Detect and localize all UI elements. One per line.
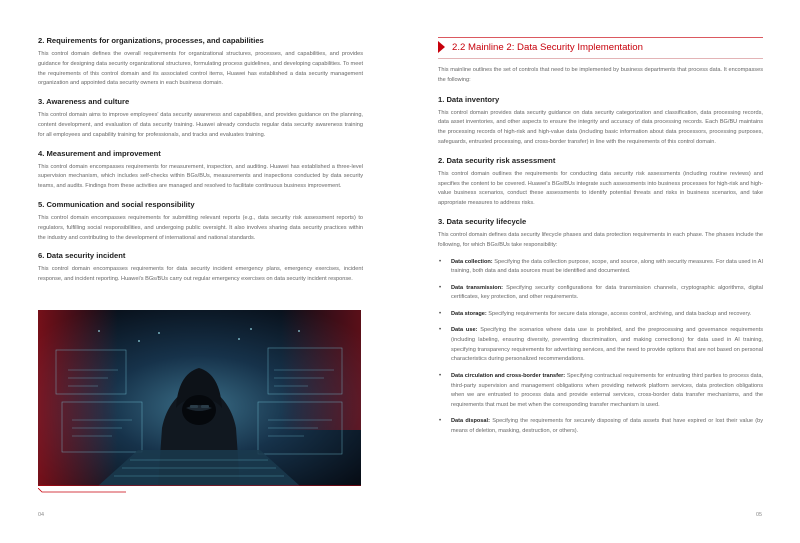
- block-text: This control domain outlines the requirements for conducting data security risk assessments (including routine reviews) and specifies the content to be covered. Huawei's BGs/BUs integrate such assessments into business processes for high-risk and high-value business scenarios, conduct these assessments to identify potential threats and risks in business scenarios, and take appropriate measures to address risks.: [438, 170, 763, 207]
- right-column: [438, 38, 763, 444]
- list-item: • Data disposal: Specifying the requirements for securely disposing of data assets that have expired or lost their value (by means of deletion, masking, destruction, or others).: [439, 418, 763, 435]
- section-title-bar: [438, 38, 763, 56]
- section-text: This control domain encompasses requirements for data security incident emergency plans, emergency exercises, incident response, and incident reporting. Huawei's BGs/BUs carry out regular emergency exercises on data security incident response.: [38, 266, 363, 283]
- bullet-icon: •: [439, 258, 442, 265]
- hacker-photo: [38, 310, 361, 486]
- section-text: This control domain defines the overall requirements for organizational structures, processes, and capabilities, and provides guidance for designing data security organizational structures, formulating process guidelines, and developing capabilities. To meet the requirements of this control domain and its associated control items, Huawei has established a data security management organization and appointed data security owners in each business domain.: [38, 51, 363, 87]
- section-text: This control domain encompasses requirements for submitting relevant reports (e.g., data security risk assessment reports) to regulators, fulfilling social responsibilities, and undergoing public oversight. It also involves sharing data security practices within the industry and contributing to the development of international and national standards.: [38, 214, 363, 241]
- triangle-marker-icon: [438, 41, 445, 53]
- block-heading: 1. Data inventory: [438, 94, 500, 104]
- bullet-icon: •: [439, 418, 442, 425]
- intro-text: This mainline outlines the set of controls that need to be implemented by business departments that process data. It encompasses the following:: [438, 67, 763, 83]
- section-text: This control domain encompasses requirements for measurement, inspection, and auditing. Huawei has established a three-level supervision mechanism, which includes self-checks within BGs/BUs, measurements and inspections conducted by data security teams, and audits. Findings from these activities are managed and resolved to facilitate continuous business improvement.: [38, 163, 363, 190]
- block-text: This control domain defines data security lifecycle phases and data protection requirements in each phase. The phases include the following, for which BGs/BUs take responsibility:: [438, 231, 763, 248]
- section-heading: 5. Communication and social responsibility: [38, 199, 195, 209]
- bullet-icon: •: [439, 310, 442, 317]
- list-item: • Data collection: Specifying the data collection purpose, scope, and source, along with security measures. For data used in AI training, both data and data sources must be identified and documented.: [439, 258, 763, 275]
- section-heading: 4. Measurement and improvement: [38, 148, 161, 158]
- left-column: [38, 36, 363, 293]
- bullet-icon: •: [439, 284, 442, 291]
- page-number: 04: [38, 512, 44, 518]
- list-item: • Data storage: Specifying requirements for secure data storage, access control, archiving, and data backup and recovery.: [438, 310, 763, 320]
- red-decorative-stripe: [38, 488, 126, 493]
- section-text: This control domain aims to improve employees' data security awareness and capabilities, and provides guidance on the planning, content development, and evaluation of data security training. Huawei already conducts regular data security awareness training for all employees and capability training for professionals, and tracks and evaluates training.: [38, 112, 363, 138]
- right-page: [400, 0, 800, 543]
- bullet-icon: •: [439, 327, 442, 334]
- lifecycle-list: [438, 258, 763, 437]
- title-rule: [438, 37, 763, 38]
- section-heading: 2. Requirements for organizations, processes, and capabilities: [38, 36, 264, 45]
- list-item: • Data transmission: Specifying security configurations for data transmission channels, cryptographic algorithms, digital certificates, key protection, and other requirements.: [439, 284, 763, 301]
- list-item: • Data use: Specifying the scenarios where data use is prohibited, and the preprocessing and governance requirements (including labeling, ensuring diversity, preventing discrimination, and making corrections) for data used in AI training, specifying transparency requirements for advertising services, and the need to provide options that are not based on personal characteristics during personalized recommendations.: [439, 327, 763, 363]
- section-heading: 3. Awareness and culture: [38, 97, 130, 107]
- bullet-icon: •: [439, 372, 442, 379]
- section-title: 2.2 Mainline 2: Data Security Implementation: [452, 41, 643, 53]
- block-heading: 3. Data security lifecycle: [438, 216, 527, 226]
- block-text: This control domain provides data security guidance on data security categorization and classification, data processing records, data asset inventories, and other aspects to ensure the integrity and accuracy of data processing records. Each BG/BU maintains the processing records of high-risk and high-value data (including basic information about data processors, processing purposes, safeguards, entrusted processing, and cross-border transfer) in line with the requirements of this control domain.: [438, 109, 763, 145]
- list-item: • Data circulation and cross-border transfer: Specifying contractual requirements for entrusting third parties to process data, third-party supervision and management obligations when providing network platform services, data protection obligations when we are entrusted to process data and provide external services, cross-border data transfer mechanisms, and the requirements that must be met when the corresponding transfer mechanism is used.: [439, 372, 763, 409]
- block-heading: 2. Data security risk assessment: [438, 155, 556, 165]
- section-heading: 6. Data security incident: [38, 251, 126, 261]
- title-rule-bottom: [438, 58, 763, 59]
- page-number: 05: [756, 512, 762, 518]
